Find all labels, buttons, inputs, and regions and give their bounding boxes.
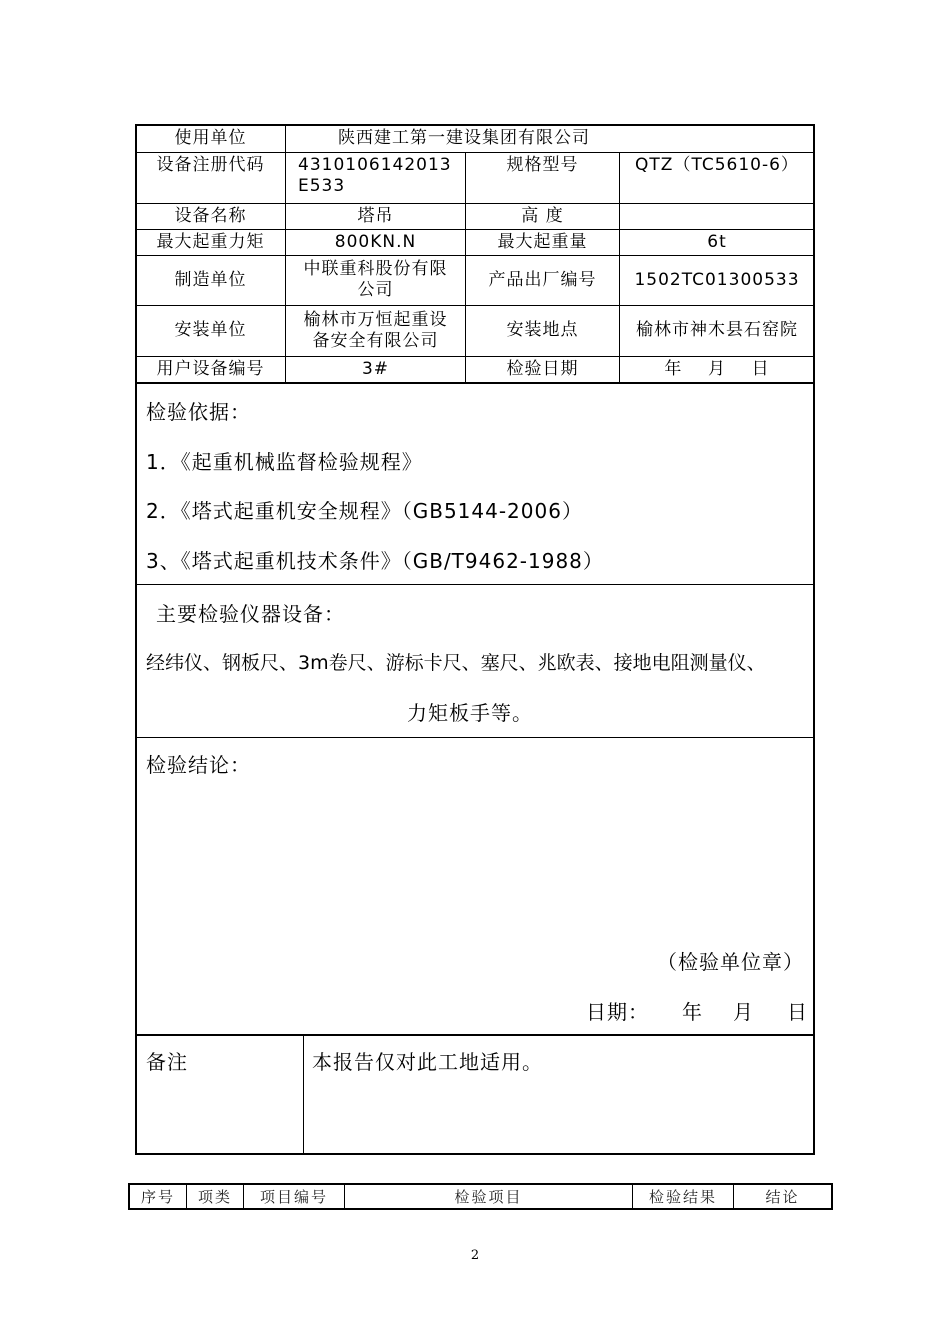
label-max-load: 最大起重量	[497, 231, 588, 252]
instruments-list-continued: 力矩板手等。	[407, 701, 533, 725]
column-divider	[303, 1035, 304, 1154]
section-divider	[135, 1034, 815, 1036]
section-divider	[135, 584, 815, 585]
label-serial-number: 产品出厂编号	[488, 269, 597, 290]
value-max-moment: 800KN.N	[334, 231, 417, 252]
label-user-unit: 使用单位	[174, 128, 247, 148]
instruments-heading: 主要检验仪器设备：	[156, 602, 345, 626]
value-serial-number: 1502TC01300533	[634, 269, 800, 290]
header-conclusion: 结论	[765, 1188, 800, 1206]
basis-heading: 检验依据：	[146, 400, 251, 424]
value-installer: 榆林市万恒起重设备安全有限公司	[303, 309, 448, 351]
remarks-label: 备注	[146, 1050, 188, 1074]
value-inspection-date: 年 月 日	[664, 358, 770, 379]
label-height: 高 度	[521, 205, 564, 226]
header-index: 序号	[140, 1188, 175, 1206]
value-user-equipment-no: 3#	[361, 358, 390, 379]
value-equipment-name: 塔吊	[357, 205, 394, 226]
label-installer: 安装单位	[174, 320, 247, 340]
label-user-equipment-no: 用户设备编号	[156, 358, 265, 379]
conclusion-date-month: 月	[733, 1000, 754, 1024]
label-registration-code: 设备注册代码	[156, 155, 265, 175]
header-inspection-result: 检验结果	[648, 1188, 717, 1206]
header-inspection-item: 检验项目	[454, 1188, 523, 1206]
header-category: 项类	[197, 1188, 232, 1206]
label-manufacturer: 制造单位	[174, 269, 247, 290]
conclusion-date-year: 年	[682, 1000, 703, 1024]
label-install-location: 安装地点	[506, 320, 579, 340]
inspection-items-table-header	[128, 1183, 833, 1210]
value-user-unit: 陕西建工第一建设集团有限公司	[338, 128, 590, 148]
conclusion-heading: 检验结论：	[146, 753, 251, 777]
conclusion-date-label: 日期：	[586, 1000, 649, 1024]
basis-item: 2．《塔式起重机安全规程》（GB5144-2006）	[146, 499, 583, 523]
section-divider	[135, 382, 815, 384]
value-manufacturer: 中联重科股份有限公司	[303, 259, 448, 300]
value-install-location: 榆林市神木县石窑院	[636, 320, 798, 340]
basis-item: 1．《起重机械监督检验规程》	[146, 450, 423, 474]
conclusion-date-day: 日	[787, 1000, 808, 1024]
label-model: 规格型号	[506, 155, 579, 175]
label-inspection-date: 检验日期	[506, 358, 579, 379]
label-max-moment: 最大起重力矩	[156, 231, 265, 252]
instruments-list: 经纬仪、钢板尺、3m卷尺、游标卡尺、塞尺、兆欧表、接地电阻测量仪、	[146, 652, 766, 674]
header-item-code: 项目编号	[259, 1188, 328, 1206]
value-height	[620, 203, 814, 229]
basis-item: 3、《塔式起重机技术条件》（GB/T9462-1988）	[146, 549, 604, 573]
label-equipment-name: 设备名称	[174, 205, 247, 226]
remarks-text: 本报告仅对此工地适用。	[312, 1050, 543, 1074]
section-divider	[135, 737, 815, 738]
value-model: QTZ（TC5610-6）	[635, 155, 799, 175]
value-max-load: 6t	[707, 231, 727, 252]
inspection-unit-stamp: （检验单位章）	[657, 950, 804, 974]
page-number: 2	[470, 1248, 480, 1263]
value-registration-code: 4310106142013E533	[298, 155, 452, 196]
